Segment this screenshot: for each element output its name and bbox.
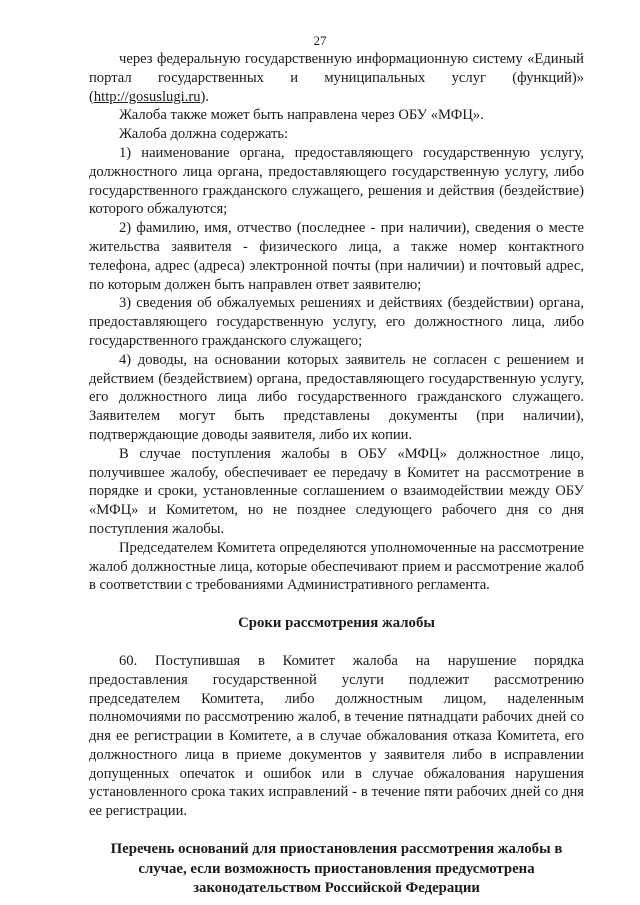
paragraph-contents-intro: Жалоба должна содержать: xyxy=(119,126,289,143)
list-item-2: 2) фамилию, имя, отчество (последнее - при наличии), сведения о месте жительства заявителя - физического лица, а также номер контактного телефона, адрес (адреса) электронной почты (при наличии) и почтовый адрес, по которым должен быть направлен ответ заявителю; xyxy=(89,220,584,293)
document-body xyxy=(89,50,584,899)
page-number: 27 xyxy=(313,33,327,48)
list-item-4: 4) доводы, на основании которых заявитель не согласен с решением и действием (бездействием) органа, предоставляющего государственную услугу, его должностного лица либо государственного гражданского служащего. Заявителем могут быть представлены документы (при наличии), подтверждающие доводы заявителя, либо их копии. xyxy=(89,351,584,443)
paragraph-mfc-transfer: В случае поступления жалобы в ОБУ «МФЦ» должностное лицо, получившее жалобу, обеспечивает ее передачу в Комитет на рассмотрение в порядке и сроки, установленные соглашением о взаимодействии между ОБУ «МФЦ» и Комитетом, но не позднее следующего рабочего дня со дня поступления жалобы. xyxy=(89,445,584,537)
intro-text: через федеральную государственную информационную систему «Единый портал государственных и муниципальных услуг (функций)» ( xyxy=(89,51,584,105)
gosuslugi-link[interactable]: http://gosuslugi.ru xyxy=(93,88,201,105)
list-item-1: 1) наименование органа, предоставляющего государственную услугу, должностного лица органа, предоставляющего государственную услугу, либо государственного гражданского служащего, решения и действия (бездействие) которого обжалуются; xyxy=(89,144,584,218)
intro-text-end: ). xyxy=(200,88,210,105)
paragraph-chairman: Председателем Комитета определяются уполномоченные на рассмотрение жалоб должностные лица, которые обеспечивают прием и рассмотрение жалоб в соответствии с требованиями Административного регламента. xyxy=(89,539,584,594)
paragraph-mfc: Жалоба также может быть направлена через ОБУ «МФЦ». xyxy=(119,107,484,124)
intro-paragraph xyxy=(89,50,584,106)
section-heading-suspension: Перечень оснований для приостановления рассмотрения жалобы в случае, если возможность приостановления предусмотрена законодательством Российской Федерации xyxy=(110,841,563,897)
list-item-3: 3) сведения об обжалуемых решениях и действиях (бездействии) органа, предоставляющего государственную услугу, его должностного лица, либо государственного гражданского служащего; xyxy=(89,295,584,349)
section-heading-terms: Сроки рассмотрения жалобы xyxy=(238,615,435,632)
paragraph-60: 60. Поступившая в Комитет жалоба на нарушение порядка предоставления государственной услуги подлежит рассмотрению председателем Комитета, либо должностным лицом, наделенным полномочиями по рассмотрению жалоб, в течение пятнадцати рабочих дней со дня ее регистрации в Комитете, а в случае обжалования отказа Комитета, его должностного лица в приеме документов у заявителя либо в исправлении допущенных опечаток и ошибок или в случае обжалования нарушения установленного срока таких исправлений - в течение пяти рабочих дней со дня ее регистрации. xyxy=(89,652,584,820)
